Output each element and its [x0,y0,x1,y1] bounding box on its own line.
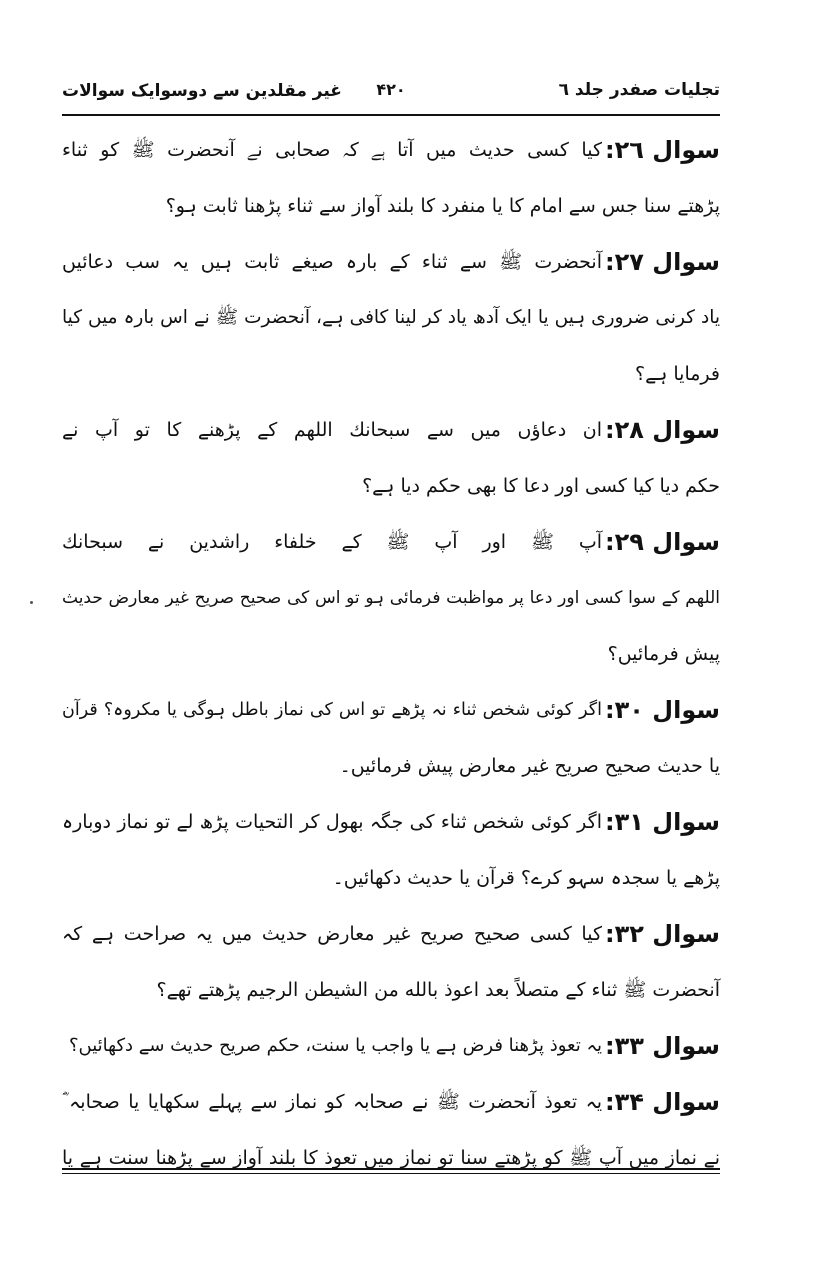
question-text: کیا کسی صحیح صریح غیر معارض حدیث میں یہ صراحت ہے کہ [62,923,602,945]
header-rule [62,114,720,116]
question-line [62,682,720,738]
question-continuation: نے نماز میں آپ ﷺ کو پڑھتے سنا تو نماز میں تعوذ کا بلند آواز سے پڑھنا سنت ہے یا [62,1147,720,1169]
question-text: آنحضرت ﷺ سے ثناء کے بارہ صیغے ثابت ہیں یہ سب دعائیں [62,251,602,273]
question-label: سوال ۳۴: [605,1088,720,1116]
question-text: یہ تعوذ پڑھنا فرض ہے یا واجب یا سنت، حکم صریح حدیث سے دکھائیں؟ [68,1035,602,1056]
question-line [62,1018,720,1074]
question-label: سوال ۳۲: [605,920,720,948]
question-continuation: پیش فرمائیں؟ [607,643,720,665]
question-label: سوال ۳۱: [605,808,720,836]
running-header [62,76,720,110]
question-continuation: یا حدیث صحیح صریح غیر معارض پیش فرمائیں۔ [339,755,720,777]
question-text: اگر کوئی شخص ثناء نہ پڑھے تو اس کی نماز باطل ہوگی یا مکروہ؟ قرآن [62,700,602,720]
question-line [62,906,720,962]
question-line [62,122,720,178]
question-line [62,402,720,458]
question-continuation: پڑھتے سنا جس سے امام کا یا منفرد کا بلند آواز سے ثناء پڑھنا ثابت ہو؟ [165,195,720,217]
question-line [62,234,720,290]
question-label: سوال ۳۳: [605,1032,720,1060]
question-continuation: آنحضرت ﷺ ثناء کے متصلاً بعد اعوذ بالله من الشیطن الرجیم پڑھتے تھے؟ [156,979,720,1001]
question-continuation: پڑھے یا سجدہ سہو کرے؟ قرآن یا حدیث دکھائیں۔ [332,867,720,889]
chapter-title: غیر مقلدین سے دوسوایک سوالات [62,81,342,101]
scan-speck [30,601,33,604]
question-text: آپ ﷺ اور آپ ﷺ کے خلفاء راشدین نے سبحانك [62,531,602,553]
page-number: ۴۲۰ [376,80,406,99]
question-line [62,794,720,850]
question-continuation: یاد کرنی ضروری ہیں یا ایک آدھ یاد کر لینا کافی ہے، آنحضرت ﷺ نے اس بارہ میں کیا [62,307,720,328]
question-label: سوال ۲۷: [605,248,720,276]
question-line [62,1074,720,1130]
question-label: سوال ۲٦: [605,136,720,164]
book-title: تجلیات صفدر جلد ٦ [558,80,720,100]
question-text: اگر کوئی شخص ثناء کی جگہ بھول کر التحیات پڑھ لے تو نماز دوبارہ [62,811,602,833]
question-label: سوال ۲۹: [605,528,720,556]
question-list [62,122,720,1186]
question-label: سوال ۲۸: [605,416,720,444]
question-line [62,514,720,570]
question-text: کیا کسی حدیث میں آتا ہے کہ صحابی نے آنحضرت ﷺ کو ثناء [62,139,602,161]
question-text: یہ تعوذ آنحضرت ﷺ نے صحابہ کو نماز سے پہلے سکھایا یا صحابہ ؓ [62,1091,602,1113]
question-label: سوال ۳۰: [605,696,720,724]
footer-rule [62,1168,720,1170]
question-text: ان دعاؤں میں سے سبحانك اللهم کے پڑھنے کا تو آپ نے [62,419,602,441]
question-continuation: فرمایا ہے؟ [635,363,720,385]
question-continuation: اللهم کے سوا کسی اور دعا پر مواظبت فرمائی ہو تو اس کی صحیح صریح غیر معارض حدیث [62,588,720,608]
question-continuation: حکم دیا کیا کسی اور دعا کا بھی حکم دیا ہے؟ [362,475,720,497]
